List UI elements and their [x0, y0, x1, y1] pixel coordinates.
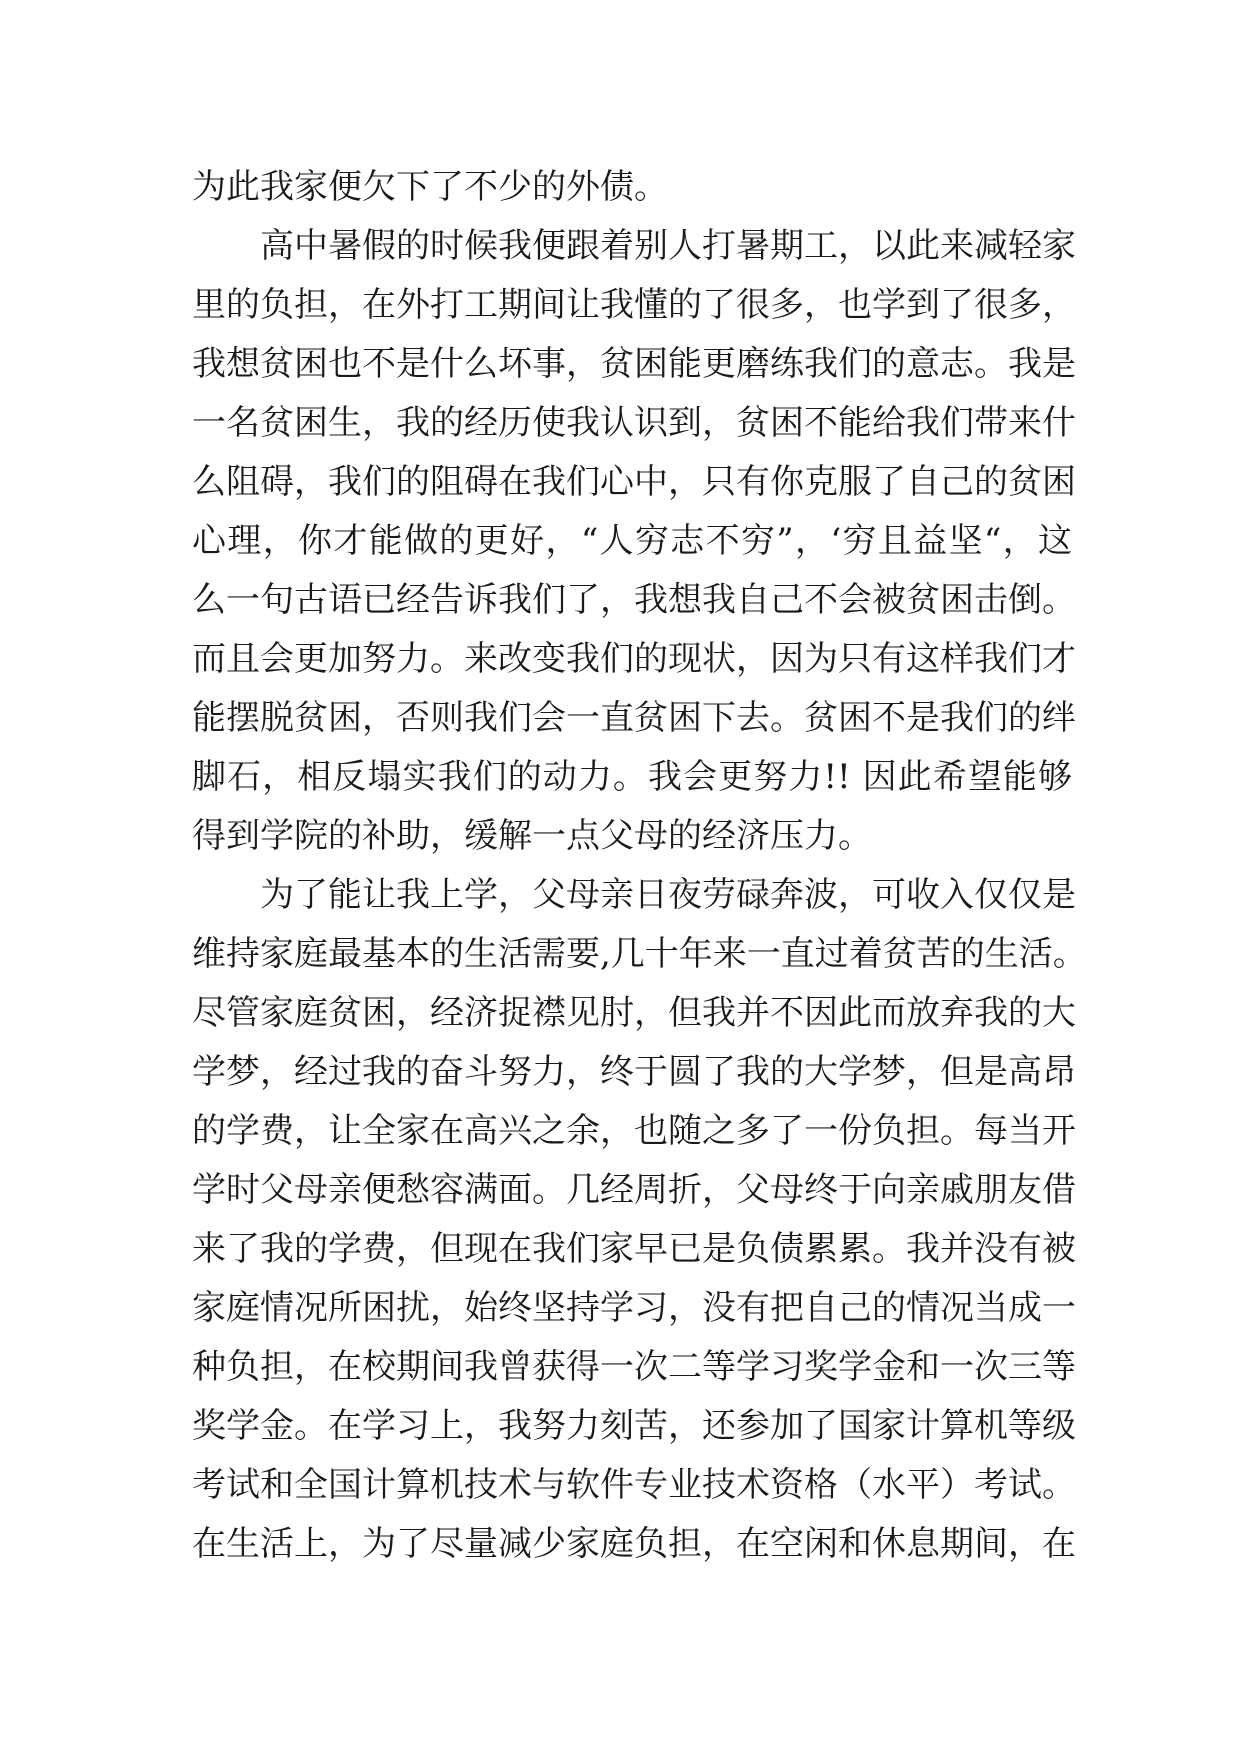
text-line: 的学费，让全家在高兴之余，也随之多了一份负担。每当开 [192, 1111, 1076, 1151]
text-line: 心理，你才能做的更好，“人穷志不穷”，‘穷且益坚“，这 [192, 521, 1072, 561]
text-line: 高中暑假的时候我便跟着别人打暑期工，以此来减轻家 [260, 226, 1076, 266]
text-line: 学梦，经过我的奋斗努力，终于圆了我的大学梦，但是高昂 [192, 1052, 1076, 1092]
text-line: 脚石，相反塌实我们的动力。我会更努力!! 因此希望能够 [192, 757, 1072, 797]
text-line: 能摆脱贫困，否则我们会一直贫困下去。贫困不是我们的绊 [192, 698, 1076, 738]
text-line: 尽管家庭贫困，经济捉襟见肘，但我并不因此而放弃我的大 [192, 993, 1076, 1033]
text-line: 里的负担，在外打工期间让我懂的了很多，也学到了很多， [192, 285, 1076, 325]
text-line: 来了我的学费，但现在我们家早已是负债累累。我并没有被 [192, 1229, 1076, 1269]
text-line: 种负担，在校期间我曾获得一次二等学习奖学金和一次三等 [192, 1347, 1076, 1387]
text-line: 在生活上，为了尽量减少家庭负担，在空闲和休息期间，在 [192, 1524, 1076, 1564]
text-line: 为了能让我上学，父母亲日夜劳碌奔波，可收入仅仅是 [260, 875, 1076, 915]
text-line: 得到学院的补助，缓解一点父母的经济压力。 [192, 816, 872, 856]
text-line: 一名贫困生，我的经历使我认识到，贫困不能给我们带来什 [192, 403, 1076, 443]
text-line: 么阻碍，我们的阻碍在我们心中，只有你克服了自己的贫困 [192, 462, 1076, 502]
body-text [192, 158, 1087, 1574]
text-line: 么一句古语已经告诉我们了，我想我自己不会被贫困击倒。 [192, 580, 1076, 620]
text-line: 学时父母亲便愁容满面。几经周折，父母终于向亲戚朋友借 [192, 1170, 1076, 1210]
text-line: 维持家庭最基本的生活需要,几十年来一直过着贫苦的生活。 [192, 934, 1087, 974]
text-line: 我想贫困也不是什么坏事，贫困能更磨练我们的意志。我是 [192, 344, 1076, 384]
text-line: 奖学金。在学习上，我努力刻苦，还参加了国家计算机等级 [192, 1406, 1076, 1446]
text-line: 家庭情况所困扰，始终坚持学习，没有把自己的情况当成一 [192, 1288, 1076, 1328]
text-line: 而且会更加努力。来改变我们的现状，因为只有这样我们才 [192, 639, 1076, 679]
text-line: 为此我家便欠下了不少的外债。 [192, 167, 668, 207]
text-line: 考试和全国计算机技术与软件专业技术资格（水平）考试。 [192, 1465, 1076, 1505]
